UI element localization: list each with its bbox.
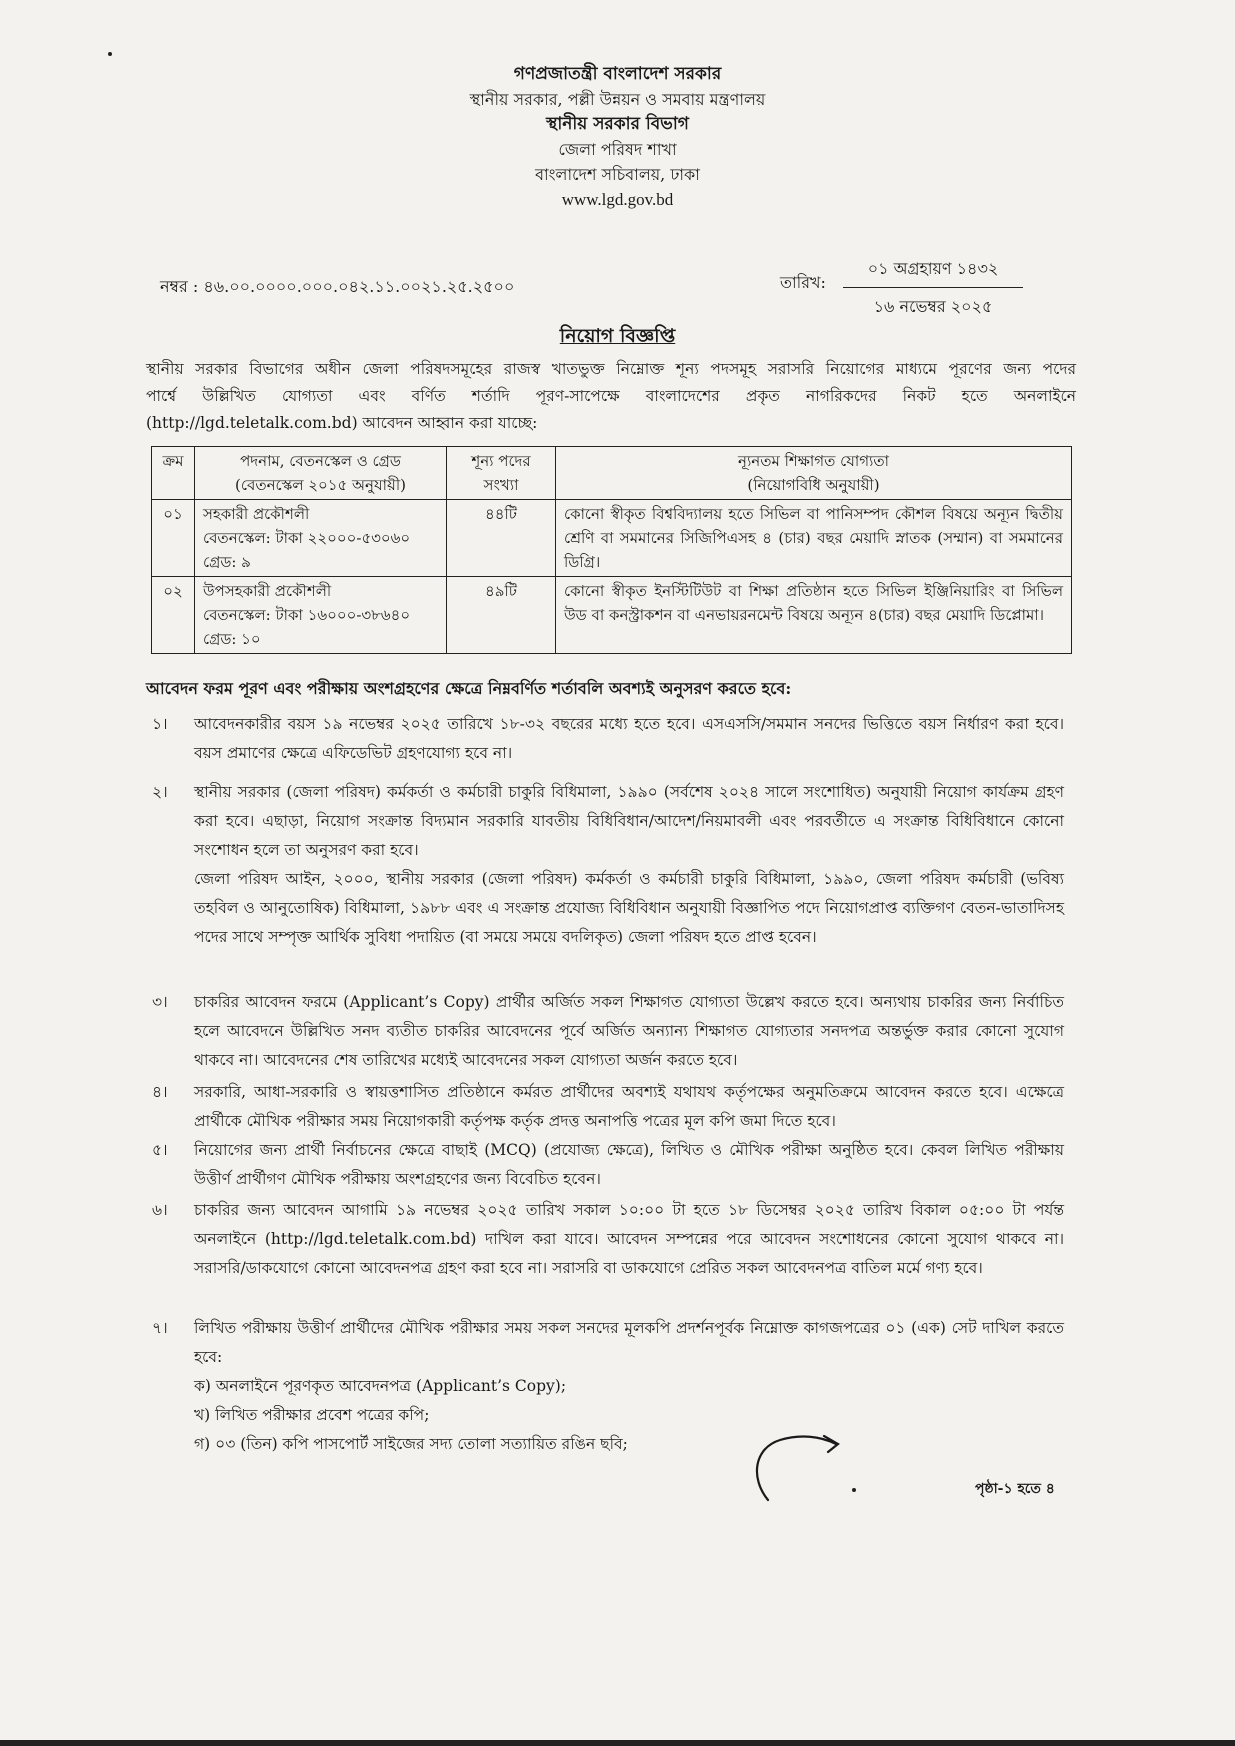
post-scale: বেতনস্কেল: টাকা ১৬০০০-৩৮৬৪০ — [203, 606, 411, 624]
conditions-title: আবেদন ফরম পূরণ এবং পরীক্ষায় অংশগ্রহণের ক্ষেত্রে নিম্নবর্ণিত শর্তাবলি অবশ্যই অনুসরণ করতে হবে: — [146, 679, 792, 698]
division-name: স্থানীয় সরকার বিভাগ — [546, 114, 689, 134]
date-bangla: ০১ অগ্রহায়ণ ১৪৩২ — [843, 256, 1023, 288]
table-row — [152, 500, 1072, 577]
branch-name: জেলা পরিষদ শাখা — [558, 140, 677, 159]
date-label: তারিখ: — [780, 273, 826, 292]
condition-item-1 — [152, 710, 1064, 768]
memo-number: নম্বর : ৪৬.০০.০০০০.০০০.০৪২.১১.০০২১.২৫.২৫০০ — [160, 277, 515, 296]
row-post — [195, 500, 447, 577]
row-qualification: কোনো স্বীকৃত বিশ্ববিদ্যালয় হতে সিভিল বা পানিসম্পদ কৌশল বিষয়ে অন্যূন দ্বিতীয় শ্রেণি বা সমমানের সিজিপিএসহ ৪ (চার) বছর মেয়াদি স্নাতক (সম্মান) বা সমমানের ডিগ্রি। — [556, 500, 1072, 577]
header-post-line2: (বেতনস্কেল ২০১৫ অনুযায়ী) — [235, 476, 406, 494]
sub-item-ka: ক) অনলাইনে পূরণকৃত আবেদনপত্র (Applicant’s Copy); — [194, 1377, 567, 1395]
condition-text: চাকরির আবেদন ফরমে (Applicant’s Copy) প্রার্থীর অর্জিত সকল শিক্ষাগত যোগ্যতা উল্লেখ করতে হবে। অন্যথায় চাকরির জন্য নির্বাচিত হলে আবেদনে উল্লিখিত সনদ ব্যতীত চাকরির আবেদনের পূর্বে অর্জিত অন্যান্য শিক্ষাগত যোগ্যতার সনদপত্র অন্তর্ভুক্ত করার কোনো সুযোগ থাকবে না। আবেদনের শেষ তারিখের মধ্যেই আবেদনের সকল যোগ্যতা অর্জন করতে হবে। — [194, 993, 1064, 1069]
condition-item-3 — [152, 988, 1064, 1075]
ink-dot — [852, 1488, 856, 1492]
condition-number: ৫। — [152, 1141, 168, 1159]
post-title: সহকারী প্রকৌশলী — [203, 505, 310, 523]
row-serial: ০২ — [152, 577, 195, 654]
intro-paragraph — [146, 356, 1076, 437]
post-title: উপসহকারী প্রকৌশলী — [203, 582, 332, 600]
header-qual-line2: (নিয়োগবিধি অনুযায়ী) — [747, 476, 880, 494]
notice-title: নিয়োগ বিজ্ঞপ্তি — [559, 325, 676, 347]
header-qualification — [556, 447, 1072, 500]
row-post — [195, 577, 447, 654]
condition-text: স্থানীয় সরকার (জেলা পরিষদ) কর্মকর্তা ও কর্মচারী চাকুরি বিধিমালা, ১৯৯০ (সর্বশেষ ২০২৪ সালে সংশোধিত) অনুযায়ী নিয়োগ কার্যক্রম গ্রহণ করা হবে। এছাড়া, নিয়োগ সংক্রান্ত বিদ্যমান সরকারি যাবতীয় বিধিবিধান/আদেশ/নিয়মাবলী এবং পরবর্তীতে এ সংক্রান্ত বিধিবিধানে কোনো সংশোধন হলে তা অনুসরণ করা হবে। — [194, 783, 1064, 859]
condition-number: ৭। — [152, 1319, 168, 1337]
intro-line-3: (http://lgd.teletalk.com.bd) আবেদন আহ্বান করা যাচ্ছে: — [146, 414, 538, 432]
date-english: ১৬ নভেম্বর ২০২৫ — [873, 297, 993, 316]
header-post — [195, 447, 447, 500]
sub-item-ga: গ) ০৩ (তিন) কপি পাসপোর্ট সাইজের সদ্য তোলা সত্যায়িত রঙিন ছবি; — [194, 1435, 628, 1453]
table-row — [152, 577, 1072, 654]
row-qualification: কোনো স্বীকৃত ইনস্টিটিউট বা শিক্ষা প্রতিষ্ঠান হতে সিভিল ইঞ্জিনিয়ারিং বা সিভিল উড বা কনস্ট্রাকশন বা এনভায়রনমেন্ট বিষয়ে অন্যূন ৪(চার) বছর মেয়াদি ডিপ্লোমা। — [556, 577, 1072, 654]
vacancy-table — [151, 446, 1072, 654]
post-grade: গ্রেড: ১০ — [203, 630, 261, 648]
ministry-name: স্থানীয় সরকার, পল্লী উন্নয়ন ও সমবায় মন্ত্রণালয় — [469, 90, 766, 109]
scan-edge — [0, 1740, 1235, 1746]
condition-item-4 — [152, 1078, 1064, 1136]
date-fraction — [843, 256, 1023, 321]
government-name: গণপ্রজাতন্ত্রী বাংলাদেশ সরকার — [513, 64, 722, 84]
condition-item-2 — [152, 778, 1064, 952]
header-qual-line1: ন্যূনতম শিক্ষাগত যোগ্যতা — [738, 452, 889, 470]
header-serial: ক্রম — [152, 447, 195, 500]
header-post-line1: পদনাম, বেতনস্কেল ও গ্রেড — [240, 452, 401, 470]
condition-item-6 — [152, 1196, 1064, 1283]
header-vacancy-line2: সংখ্যা — [483, 476, 519, 494]
condition-text: আবেদনকারীর বয়স ১৯ নভেম্বর ২০২৫ তারিখে ১৮-৩২ বছরের মধ্যে হতে হবে। এসএসসি/সমমান সনদের ভিত্তিতে বয়স নির্ধারণ করা হবে। বয়স প্রমাণের ক্ষেত্রে এফিডেভিট গ্রহণযোগ্য হবে না। — [194, 715, 1064, 762]
intro-line-2: পার্শ্বে উল্লিখিত যোগ্যতা এবং বর্ণিত শর্তাদি পূরণ-সাপেক্ষে বাংলাদেশের প্রকৃত নাগরিকদের নিকট হতে অনলাইনে — [146, 387, 1076, 405]
condition-item-7 — [152, 1314, 1064, 1372]
letterhead — [0, 62, 1235, 212]
table-header-row — [152, 447, 1072, 500]
condition-text: নিয়োগের জন্য প্রার্থী নির্বাচনের ক্ষেত্রে বাছাই (MCQ) (প্রযোজ্য ক্ষেত্রে), লিখিত ও মৌখিক পরীক্ষা অনুষ্ঠিত হবে। কেবল লিখিত পরীক্ষায় উত্তীর্ণ প্রার্থীগণ মৌখিক পরীক্ষায় অংশগ্রহণের জন্য বিবেচিত হবেন। — [194, 1141, 1064, 1188]
page-number: পৃষ্ঠা-১ হতে ৪ — [975, 1481, 1055, 1497]
post-scale: বেতনস্কেল: টাকা ২২০০০-৫৩০৬০ — [203, 529, 411, 547]
row-vacancy: ৪৯টি — [447, 577, 556, 654]
secretariat-name: বাংলাদেশ সচিবালয়, ঢাকা — [535, 165, 700, 184]
condition-number: ১। — [152, 715, 168, 733]
sub-item-kha: খ) লিখিত পরীক্ষার প্রবেশ পত্রের কপি; — [194, 1406, 430, 1424]
post-grade: গ্রেড: ৯ — [203, 553, 251, 571]
condition-number: ৬। — [152, 1201, 168, 1219]
condition-text: লিখিত পরীক্ষায় উত্তীর্ণ প্রার্থীদের মৌখিক পরীক্ষার সময় সকল সনদের মূলকপি প্রদর্শনপূর্বক নিম্নোক্ত কাগজপত্রের ০১ (এক) সেট দাখিল করতে হবে: — [194, 1319, 1064, 1366]
row-serial: ০১ — [152, 500, 195, 577]
header-vacancy-line1: শূন্য পদের — [471, 452, 531, 470]
row-vacancy: ৪৪টি — [447, 500, 556, 577]
condition-text: চাকরির জন্য আবেদন আগামি ১৯ নভেম্বর ২০২৫ তারিখ সকাল ১০:০০ টা হতে ১৮ ডিসেম্বর ২০২৫ তারিখ বিকাল ০৫:০০ টা পর্যন্ত অনলাইনে (http://lgd.teletalk.com.bd) দাখিল করা যাবে। আবেদন সম্পন্নের পরে আবেদন সংশোধনের কোনো সুযোগ থাকবে না। সরাসরি/ডাকযোগে কোনো আবেদনপত্র গ্রহণ করা হবে না। সরাসরি বা ডাকযোগে প্রেরিত সকল আবেদনপত্র বাতিল মর্মে গণ্য হবে। — [194, 1201, 1064, 1277]
condition-item-5 — [152, 1136, 1064, 1194]
condition-text: সরকারি, আধা-সরকারি ও স্বায়ত্তশাসিত প্রতিষ্ঠানে কর্মরত প্রার্থীদের অবশ্যই যথাযথ কর্তৃপক্ষের অনুমতিক্রমে আবেদন করতে হবে। এক্ষেত্রে প্রার্থীকে মৌখিক পরীক্ষার সময় নিয়োগকারী কর্তৃপক্ষ কর্তৃক প্রদত্ত অনাপত্তি পত্রের মূল কপি জমা দিতে হবে। — [194, 1083, 1064, 1130]
header-vacancy — [447, 447, 556, 500]
signature-mark — [740, 1418, 850, 1508]
ink-dot — [108, 52, 112, 56]
condition-number: ২। — [152, 783, 168, 801]
condition-number: ৩। — [152, 993, 168, 1011]
website-url: www.lgd.gov.bd — [561, 190, 674, 209]
intro-line-1: স্থানীয় সরকার বিভাগের অধীন জেলা পরিষদসমূহের রাজস্ব খাতভুক্ত নিম্নোক্ত শূন্য পদসমূহ সরাসরি নিয়োগের মাধ্যমে পূরণের জন্য পদের — [146, 360, 1076, 378]
condition-text-continued: জেলা পরিষদ আইন, ২০০০, স্থানীয় সরকার (জেলা পরিষদ) কর্মকর্তা ও কর্মচারী চাকুরি বিধিমালা, ১৯৯০, জেলা পরিষদ কর্মচারী (ভবিষ্য তহবিল ও আনুতোষিক) বিধিমালা, ১৯৮৮ এবং এ সংক্রান্ত প্রযোজ্য বিধিবিধান অনুযায়ী বিজ্ঞাপিত পদে নিয়োগপ্রাপ্ত ব্যক্তিগণ বেতন-ভাতাদিসহ পদের সাথে সম্পৃক্ত আর্থিক সুবিধা পদায়িত (বা সময়ে সময়ে বদলিকৃত) জেলা পরিষদ হতে প্রাপ্ত হবেন। — [194, 870, 1064, 946]
condition-number: ৪। — [152, 1083, 168, 1101]
